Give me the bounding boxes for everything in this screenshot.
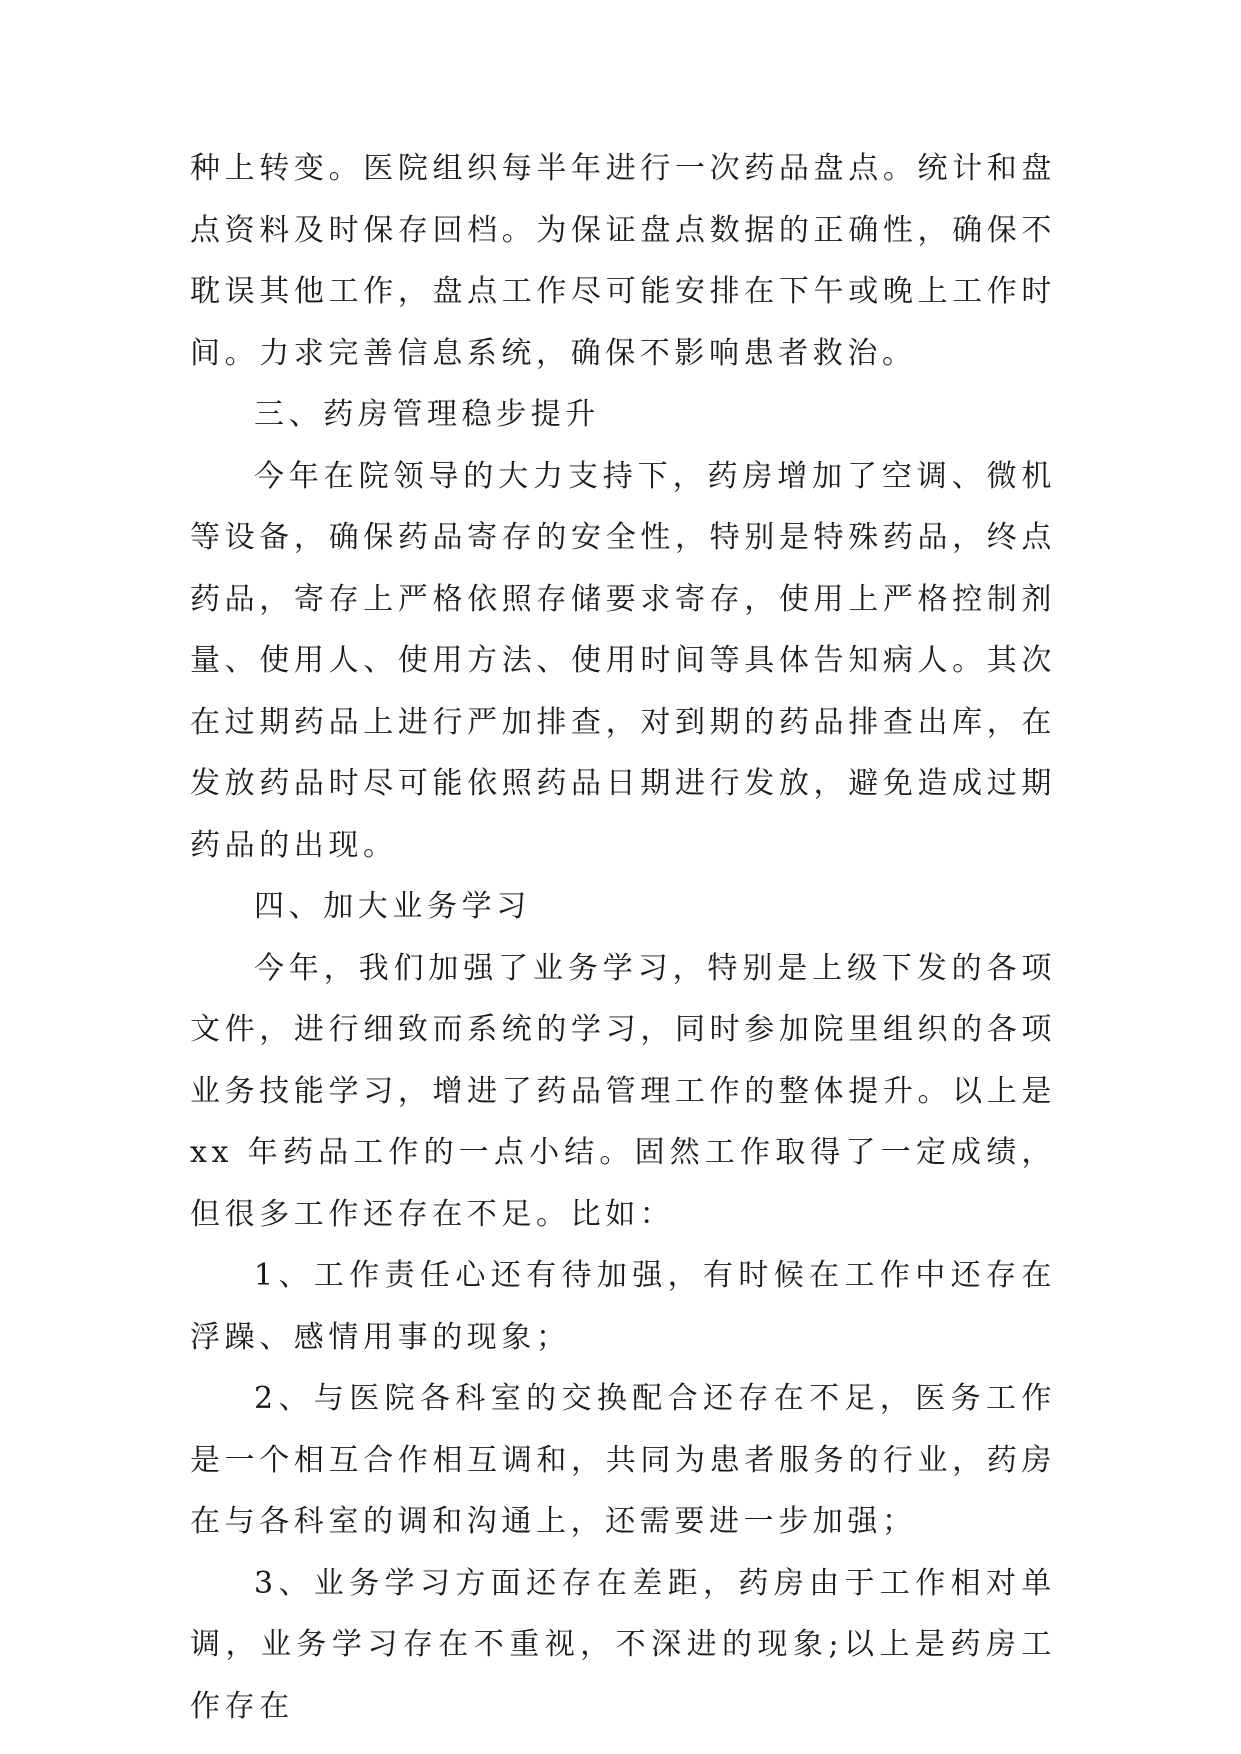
section-heading-business-study: 四、加大业务学习 (254, 889, 531, 924)
section-heading-pharmacy-management: 三、药房管理稳步提升 (254, 397, 600, 432)
paragraph-pharmacy-management: 今年在院领导的大力支持下，药房增加了空调、微机等设备，确保药品寄存的安全性，特别是特殊药品，终点药品，寄存上严格依照存储要求寄存，使用上严格控制剂量、使用人、使用方法、使用时间等具体告知病人。其次在过期药品上进行严加排查，对到期的药品排查出库，在发放药品时尽可能依照药品日期进行发放，避免造成过期药品的出现。 (190, 458, 1056, 863)
paragraph-inventory: 种上转变。医院组织每半年进行一次药品盘点。统计和盘点资料及时保存回档。为保证盘点数据的正确性，确保不耽误其他工作，盘点工作尽可能安排在下午或晚上工作时间。力求完善信息系统，确保不影响患者救治。 (190, 151, 1056, 371)
paragraph-business-study: 今年，我们加强了业务学习，特别是上级下发的各项文件，进行细致而系统的学习，同时参加院里组织的各项业务技能学习，增进了药品管理工作的整体提升。以上是 xx 年药品工作的一点小结。固然工作取得了一定成绩，但很多工作还存在不足。比如： (190, 950, 1056, 1232)
list-item-3: 3、业务学习方面还存在差距，药房由于工作相对单调，业务学习存在不重视，不深进的现象;以上是药房工作存在 (190, 1565, 1056, 1724)
list-item-1: 1、工作责任心还有待加强，有时候在工作中还存在浮躁、感情用事的现象； (190, 1258, 1056, 1355)
document-page (190, 138, 1056, 1737)
list-item-2: 2、与医院各科室的交换配合还存在不足，医务工作是一个相互合作相互调和，共同为患者服务的行业，药房在与各科室的调和沟通上，还需要进一步加强； (190, 1381, 1056, 1539)
